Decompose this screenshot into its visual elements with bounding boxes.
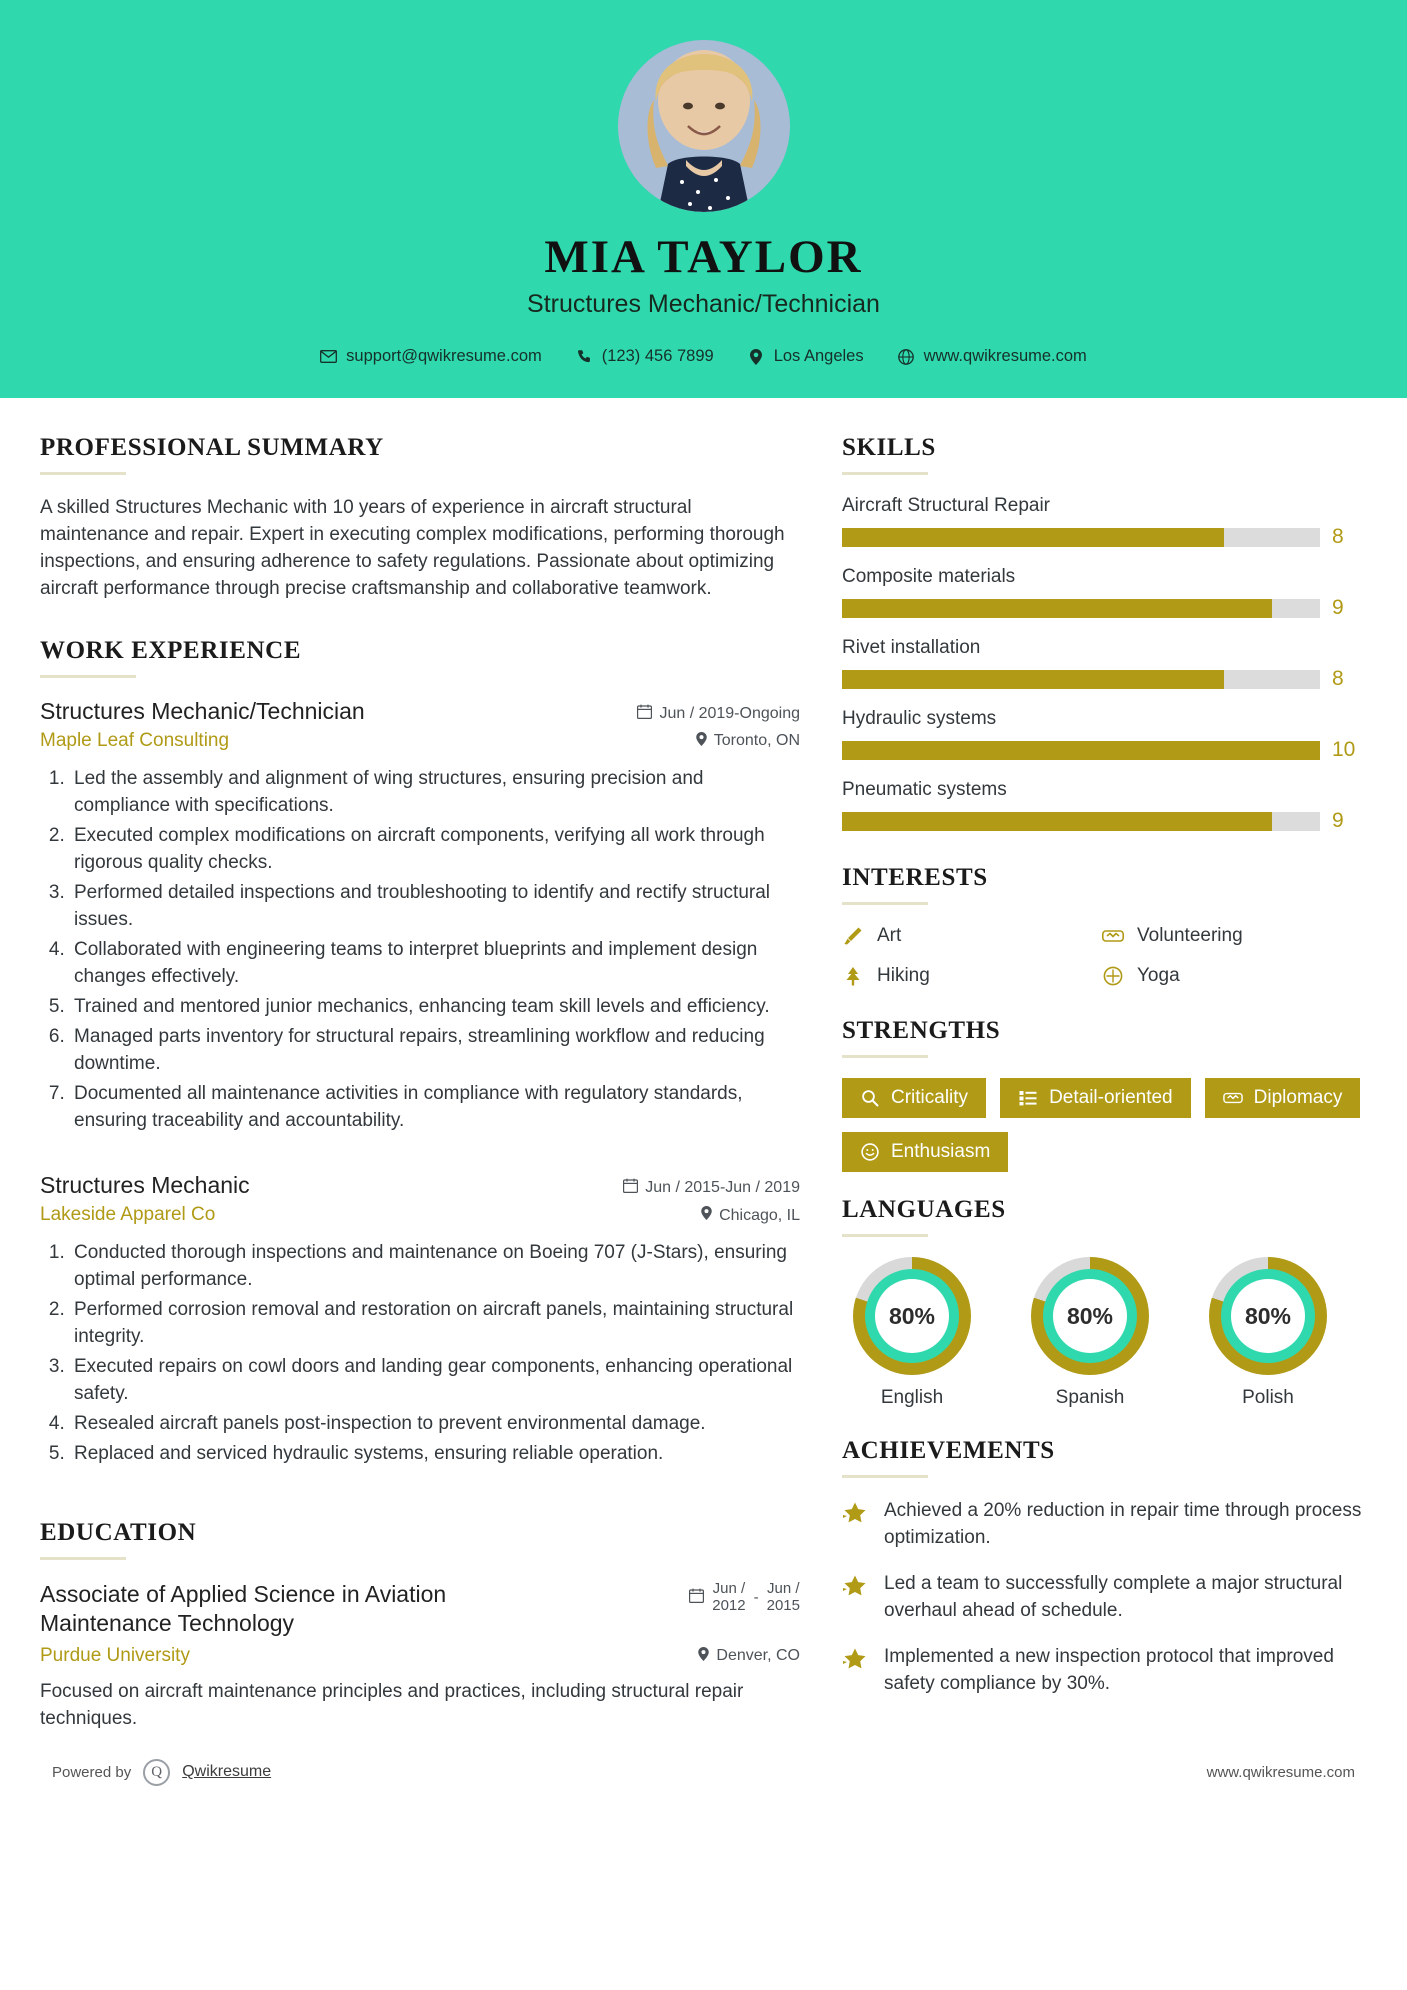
interests-list <box>842 925 1362 987</box>
section-divider <box>842 1055 928 1058</box>
strength-chip <box>1205 1078 1361 1118</box>
achievement-item <box>842 1571 1362 1624</box>
contact-email-text: support@qwikresume.com <box>346 347 542 365</box>
section-divider <box>842 1475 928 1478</box>
achievement-text: Achieved a 20% reduction in repair time through process optimization. <box>884 1500 1362 1548</box>
language-name: Spanish <box>1055 1387 1125 1408</box>
skills-list <box>842 495 1362 833</box>
skill-name: Pneumatic systems <box>842 779 1007 800</box>
section-title-education: EDUCATION <box>40 1519 197 1547</box>
skill-item <box>842 495 1362 549</box>
globe-icon <box>898 348 915 365</box>
list-item: 7. Documented all maintenance activities in compliance with regulatory standards, ensuring traceability and accountability. <box>70 1081 800 1135</box>
education-degree: Associate of Applied Science in Aviation Maintenance Technology <box>40 1581 447 1636</box>
interest-label: Yoga <box>1137 965 1180 986</box>
smiley-icon <box>860 1142 880 1162</box>
skill-item <box>842 566 1362 620</box>
language-percent: 80% <box>1231 1279 1305 1353</box>
language-progress-ring <box>1031 1257 1149 1375</box>
section-divider <box>842 902 928 905</box>
job-title: Structures Mechanic <box>40 1172 250 1199</box>
contact-location[interactable] <box>748 347 864 366</box>
job-location-text: Chicago, IL <box>719 1206 800 1224</box>
qwikresume-brand-link[interactable]: Qwikresume <box>182 1763 272 1781</box>
skill-bar-fill <box>842 812 1272 831</box>
work-item <box>40 698 800 1135</box>
skill-bar-track <box>842 741 1320 760</box>
job-dates-text: Jun / 2019-Ongoing <box>659 704 800 722</box>
resume-body <box>0 398 1407 1733</box>
tree-icon <box>842 965 864 987</box>
skill-name: Aircraft Structural Repair <box>842 495 1051 516</box>
job-bullets <box>40 766 800 1135</box>
contact-phone[interactable] <box>576 347 714 366</box>
skill-item <box>842 779 1362 833</box>
education-description: Focused on aircraft maintenance principles and practices, including structural repair techniques. <box>40 1680 744 1729</box>
section-divider <box>40 1557 126 1560</box>
language-item <box>1020 1257 1160 1409</box>
education-location-text: Denver, CO <box>716 1647 800 1665</box>
section-divider <box>842 472 928 475</box>
skill-value: 8 <box>1332 667 1344 690</box>
handshake-icon <box>1223 1088 1243 1108</box>
avatar <box>618 40 790 212</box>
strength-chip <box>842 1132 1008 1172</box>
work-item <box>40 1172 800 1468</box>
footer-brand <box>52 1759 271 1786</box>
list-item: 4. Collaborated with engineering teams to interpret blueprints and implement design changes effectively. <box>70 937 800 991</box>
skill-bar-fill <box>842 741 1320 760</box>
education-date-start-month: Jun / <box>712 1580 746 1598</box>
page-title: MIA TAYLOR <box>544 231 863 283</box>
achievement-text: Led a team to successfully complete a major structural overhaul ahead of schedule. <box>884 1573 1343 1621</box>
skill-value: 10 <box>1332 738 1356 761</box>
job-bullets <box>40 1240 800 1468</box>
section-title-languages: LANGUAGES <box>842 1196 1006 1223</box>
education-date-start-year: 2012 <box>712 1597 746 1615</box>
languages-list <box>842 1257 1362 1409</box>
language-progress-ring <box>853 1257 971 1375</box>
star-icon <box>842 1500 868 1526</box>
skill-bar-fill <box>842 670 1224 689</box>
resume-footer <box>0 1733 1407 1816</box>
education-dates: Jun / 2012 - Jun / 2015 <box>689 1580 800 1615</box>
job-company: Lakeside Apparel Co <box>40 1204 216 1226</box>
interest-item <box>1102 925 1362 947</box>
achievement-item <box>842 1498 1362 1551</box>
powered-by-label: Powered by <box>52 1763 132 1781</box>
qwikresume-logo-icon: Q <box>143 1759 170 1786</box>
skill-bar-track <box>842 670 1320 689</box>
location-pin-icon <box>748 348 765 365</box>
location-pin-icon <box>698 1647 709 1666</box>
calendar-icon <box>637 704 652 724</box>
skill-bar-fill <box>842 528 1224 547</box>
language-item <box>842 1257 982 1409</box>
skill-name: Hydraulic systems <box>842 708 997 729</box>
envelope-icon <box>320 348 337 365</box>
calendar-icon <box>623 1178 638 1198</box>
education-date-end-year: 2015 <box>766 1597 800 1615</box>
skill-name: Rivet installation <box>842 637 981 658</box>
interest-label: Art <box>877 925 902 946</box>
contact-website[interactable] <box>898 347 1087 366</box>
strength-chip <box>1000 1078 1191 1118</box>
skill-item <box>842 708 1362 762</box>
education-location <box>698 1647 800 1666</box>
strength-label: Criticality <box>891 1087 969 1108</box>
list-item: 3. Executed repairs on cowl doors and landing gear components, enhancing operational safety. <box>70 1354 800 1408</box>
list-item: 3. Performed detailed inspections and troubleshooting to identify and rectify structural issues. <box>70 880 800 934</box>
achievement-item <box>842 1644 1362 1697</box>
section-divider <box>842 1234 928 1237</box>
calendar-icon <box>689 1588 704 1607</box>
language-progress-ring <box>1209 1257 1327 1375</box>
paintbrush-icon <box>842 925 864 947</box>
job-dates <box>637 704 800 724</box>
strengths-list <box>842 1078 1362 1172</box>
achievements-list <box>842 1498 1362 1698</box>
strength-chip <box>842 1078 986 1118</box>
section-title-work: WORK EXPERIENCE <box>40 636 302 664</box>
job-company: Maple Leaf Consulting <box>40 729 230 751</box>
strength-label: Diplomacy <box>1253 1087 1343 1108</box>
interest-item <box>842 965 1102 987</box>
star-icon <box>842 1573 868 1599</box>
list-item: 2. Performed corrosion removal and restoration on aircraft panels, maintaining structural integrity. <box>70 1297 800 1351</box>
summary-text: A skilled Structures Mechanic with 10 years of experience in aircraft structural maintenance and repair. Expert in executing complex modifications, performing thorough inspections, and ensuring adherence to safety regulations. Passionate about optimizing aircraft performance through precise craftsmanship and collaborative teamwork. <box>40 497 785 599</box>
job-role-subtitle: Structures Mechanic/Technician <box>527 290 880 318</box>
list-item: 5. Replaced and serviced hydraulic systems, ensuring reliable operation. <box>70 1441 800 1468</box>
list-item: 2. Executed complex modifications on aircraft components, verifying all work through rigorous quality checks. <box>70 823 800 877</box>
section-title-achievements: ACHIEVEMENTS <box>842 1437 1055 1464</box>
section-title-strengths: STRENGTHS <box>842 1017 1001 1044</box>
language-name: Polish <box>1242 1387 1294 1408</box>
star-icon <box>842 1646 868 1672</box>
list-item: 1. Conducted thorough inspections and maintenance on Boeing 707 (J-Stars), ensuring optimal performance. <box>70 1240 800 1294</box>
achievement-text: Implemented a new inspection protocol that improved safety compliance by 30%. <box>884 1646 1334 1694</box>
contact-bar <box>0 347 1407 366</box>
yoga-icon <box>1102 965 1124 987</box>
footer-website[interactable]: www.qwikresume.com <box>1206 1763 1355 1781</box>
language-percent: 80% <box>1053 1279 1127 1353</box>
skill-bar-track <box>842 812 1320 831</box>
job-location <box>696 732 800 751</box>
interest-item <box>842 925 1102 947</box>
skill-value: 8 <box>1332 525 1344 548</box>
job-dates-text: Jun / 2015-Jun / 2019 <box>645 1179 800 1197</box>
contact-email[interactable] <box>320 347 542 366</box>
education-item <box>40 1580 800 1732</box>
interest-label: Volunteering <box>1137 925 1243 946</box>
skill-value: 9 <box>1332 809 1344 832</box>
job-title: Structures Mechanic/Technician <box>40 697 365 724</box>
language-name: English <box>880 1387 944 1408</box>
contact-phone-text: (123) 456 7899 <box>601 347 714 365</box>
phone-icon <box>576 348 593 365</box>
section-title-skills: SKILLS <box>842 434 936 461</box>
contact-location-text: Los Angeles <box>773 347 864 365</box>
contact-website-text: www.qwikresume.com <box>923 347 1087 365</box>
left-column <box>40 434 800 1733</box>
location-pin-icon <box>696 732 707 751</box>
strength-label: Enthusiasm <box>891 1141 991 1162</box>
job-location-text: Toronto, ON <box>713 732 800 750</box>
interest-item <box>1102 965 1362 987</box>
list-item: 4. Resealed aircraft panels post-inspection to prevent environmental damage. <box>70 1411 800 1438</box>
skill-value: 9 <box>1332 596 1344 619</box>
list-item: 5. Trained and mentored junior mechanics, enhancing team skill levels and efficiency. <box>70 994 800 1021</box>
job-location <box>701 1206 800 1225</box>
section-title-summary: PROFESSIONAL SUMMARY <box>40 434 384 461</box>
section-title-interests: INTERESTS <box>842 864 988 891</box>
handshake-icon <box>1102 925 1124 947</box>
location-pin-icon <box>701 1206 712 1225</box>
strength-label: Detail-oriented <box>1049 1087 1173 1108</box>
skill-bar-fill <box>842 599 1272 618</box>
interest-label: Hiking <box>877 965 930 986</box>
section-divider <box>40 472 126 475</box>
language-percent: 80% <box>875 1279 949 1353</box>
skill-bar-track <box>842 528 1320 547</box>
section-divider <box>40 675 136 678</box>
skill-item <box>842 637 1362 691</box>
search-icon <box>860 1088 880 1108</box>
list-icon <box>1018 1088 1038 1108</box>
skill-name: Composite materials <box>842 566 1016 587</box>
education-school: Purdue University <box>40 1644 190 1666</box>
education-date-end-month: Jun / <box>767 1580 800 1598</box>
language-item <box>1198 1257 1338 1409</box>
resume-header <box>0 0 1407 398</box>
job-dates <box>623 1178 800 1198</box>
skill-bar-track <box>842 599 1320 618</box>
list-item: 1. Led the assembly and alignment of wing structures, ensuring precision and compliance with specifications. <box>70 766 800 820</box>
right-column <box>842 434 1362 1733</box>
list-item: 6. Managed parts inventory for structural repairs, streamlining workflow and reducing downtime. <box>70 1024 800 1078</box>
